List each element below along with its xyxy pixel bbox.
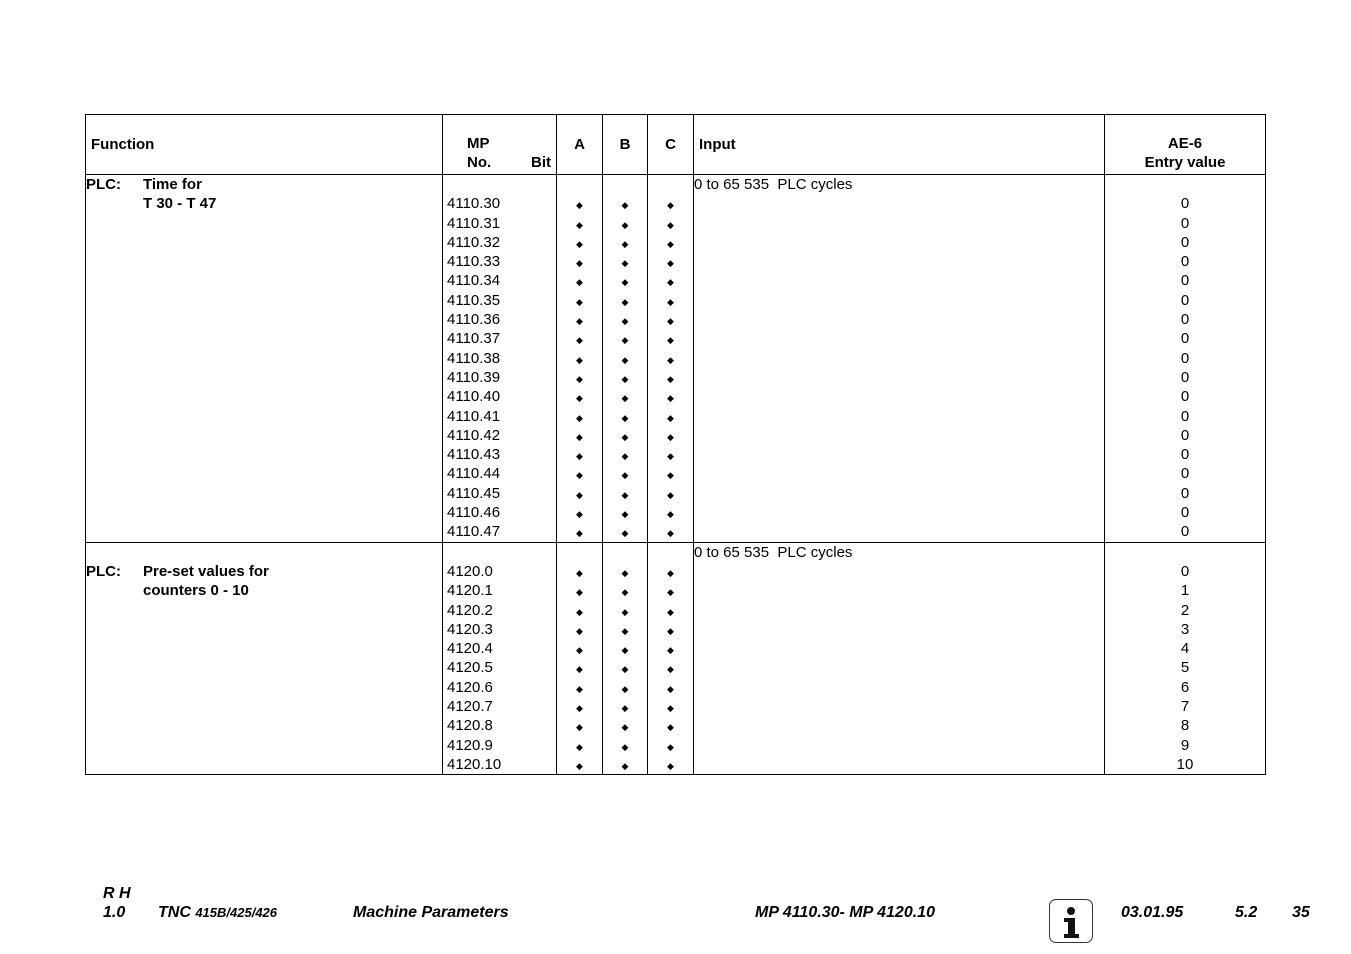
- mp-number: [443, 543, 556, 562]
- diamond-icon: [648, 175, 693, 194]
- entry-value: 8: [1180, 717, 1190, 735]
- mp-number: 4110.47: [447, 523, 501, 541]
- diamond-icon: ◆: [621, 451, 629, 462]
- diamond-icon: ◆: [667, 489, 674, 500]
- diamond-icon: ◆: [576, 258, 583, 269]
- function-line-1: [86, 562, 442, 581]
- footer-product-prefix: TNC: [158, 904, 196, 921]
- diamond-icon: ◆: [621, 393, 629, 404]
- entry-value: 0: [1180, 426, 1190, 444]
- diamond-icon: ◆: [667, 316, 674, 327]
- diamond-icon: ◆: [621, 625, 629, 636]
- diamond-icon: ◆: [621, 587, 629, 598]
- mp-number: 4110.44: [447, 465, 501, 483]
- diamond-icon: ◆: [621, 219, 629, 230]
- diamond-icon: ◆: [576, 470, 583, 481]
- diamond-icon: ◆: [667, 664, 674, 675]
- mp-number: 4120.8: [447, 717, 493, 735]
- diamond-icon: ◆: [576, 625, 583, 636]
- diamond-icon: ◆: [621, 489, 629, 500]
- mp-number: 4120.2: [447, 601, 493, 619]
- diamond-icon: ◆: [667, 703, 674, 714]
- entry-value: [1105, 543, 1265, 562]
- diamond-icon: ◆: [576, 528, 583, 539]
- entry-value: 0: [1180, 195, 1190, 213]
- input-range: 0 to 65 535 PLC cycles: [694, 176, 853, 193]
- entry-value: 0: [1180, 272, 1190, 290]
- mp-number: 4120.0: [447, 562, 493, 580]
- mp-number: 4120.10: [447, 755, 502, 773]
- header-function: Function: [86, 115, 443, 175]
- header-c: C: [648, 115, 694, 175]
- footer-author: R H: [103, 885, 131, 902]
- entry-value: 0: [1180, 388, 1190, 406]
- mp-number: 4120.6: [447, 678, 493, 696]
- diamond-icon: ◆: [576, 664, 583, 675]
- diamond-icon: ◆: [667, 277, 674, 288]
- diamond-icon: ◆: [621, 528, 629, 539]
- info-icon: [1049, 899, 1093, 943]
- input-range: 0 to 65 535 PLC cycles: [694, 543, 853, 561]
- mp-number: 4120.3: [447, 620, 493, 638]
- diamond-icon: ◆: [621, 645, 629, 656]
- diamond-icon: ◆: [621, 296, 629, 307]
- mp-number: 4110.39: [447, 368, 501, 386]
- mp-number: 4110.34: [447, 272, 501, 290]
- header-input: Input: [694, 115, 1105, 175]
- table-header-row: [86, 115, 1266, 175]
- footer-section: 5.2: [1235, 904, 1258, 921]
- table-row: [86, 542, 1266, 775]
- entry-value: 0: [1180, 233, 1190, 251]
- footer-product-models: 415B/425/426: [195, 905, 278, 920]
- diamond-icon: ◆: [576, 645, 583, 656]
- diamond-icon: [603, 543, 647, 562]
- diamond-icon: ◆: [667, 528, 674, 539]
- diamond-icon: ◆: [576, 277, 583, 288]
- diamond-icon: ◆: [621, 431, 629, 442]
- column-b-cell: [603, 542, 648, 775]
- diamond-icon: ◆: [576, 683, 583, 694]
- entry-value: 0: [1180, 484, 1190, 502]
- diamond-icon: ◆: [576, 567, 583, 578]
- function-line-2: T 30 - T 47: [143, 195, 217, 213]
- diamond-icon: ◆: [576, 722, 583, 733]
- mp-number: 4110.35: [447, 291, 501, 309]
- entry-value: [1105, 175, 1265, 194]
- function-line-2: counters 0 - 10: [143, 582, 249, 600]
- diamond-icon: ◆: [576, 219, 583, 230]
- diamond-icon: ◆: [576, 335, 583, 346]
- diamond-icon: ◆: [667, 335, 674, 346]
- header-entry-value-label: Entry value: [1144, 154, 1226, 171]
- diamond-icon: ◆: [576, 316, 583, 327]
- input-cell: [694, 175, 1105, 543]
- entry-value: 4: [1180, 640, 1190, 658]
- header-mp: [443, 115, 557, 175]
- entry-value: 0: [1180, 214, 1190, 232]
- parameter-group: [86, 175, 1266, 543]
- diamond-icon: [603, 175, 647, 194]
- diamond-icon: [557, 175, 602, 194]
- diamond-icon: ◆: [621, 258, 629, 269]
- mp-number: 4110.42: [447, 426, 501, 444]
- entry-value: 9: [1180, 736, 1190, 754]
- header-entry-value: [1105, 115, 1266, 175]
- diamond-icon: ◆: [576, 741, 583, 752]
- mp-number: 4110.31: [447, 214, 501, 232]
- column-b-cell: [603, 175, 648, 543]
- diamond-icon: ◆: [667, 645, 674, 656]
- machine-parameter-table: [85, 114, 1266, 775]
- diamond-icon: ◆: [621, 567, 629, 578]
- function-prefix: PLC:: [86, 176, 121, 193]
- diamond-icon: ◆: [667, 509, 674, 520]
- mp-number: 4110.37: [447, 330, 501, 348]
- diamond-icon: ◆: [667, 451, 674, 462]
- entry-value: 0: [1180, 349, 1190, 367]
- diamond-icon: ◆: [576, 393, 583, 404]
- diamond-icon: ◆: [621, 335, 629, 346]
- entry-value: 0: [1180, 311, 1190, 329]
- diamond-icon: ◆: [576, 431, 583, 442]
- diamond-icon: ◆: [667, 470, 674, 481]
- entry-value: 0: [1180, 504, 1190, 522]
- entry-value: 7: [1180, 698, 1190, 716]
- footer-page-number: 35: [1292, 904, 1310, 921]
- diamond-icon: ◆: [667, 354, 674, 365]
- mp-number: 4110.33: [447, 253, 501, 271]
- mp-number: 4110.43: [447, 446, 501, 464]
- diamond-icon: ◆: [667, 606, 674, 617]
- column-c-cell: [648, 542, 694, 775]
- diamond-icon: ◆: [576, 412, 583, 423]
- mp-number: 4110.41: [447, 407, 501, 425]
- entry-value: 1: [1180, 582, 1190, 600]
- entry-value: 5: [1180, 659, 1190, 677]
- mp-number: 4110.36: [447, 311, 501, 329]
- diamond-icon: ◆: [621, 277, 629, 288]
- diamond-icon: ◆: [621, 664, 629, 675]
- entry-value: 0: [1180, 523, 1190, 541]
- column-c-cell: [648, 175, 694, 543]
- header-b: B: [603, 115, 648, 175]
- diamond-icon: ◆: [576, 587, 583, 598]
- diamond-icon: ◆: [576, 296, 583, 307]
- header-a: A: [557, 115, 603, 175]
- diamond-icon: ◆: [621, 606, 629, 617]
- input-cell: [694, 542, 1105, 775]
- mp-number: 4120.9: [447, 736, 493, 754]
- mp-number: 4110.45: [447, 484, 501, 502]
- footer-range: MP 4110.30- MP 4120.10: [755, 904, 935, 921]
- diamond-icon: ◆: [621, 683, 629, 694]
- entry-value: 3: [1180, 620, 1190, 638]
- diamond-icon: ◆: [576, 451, 583, 462]
- column-a-cell: [557, 542, 603, 775]
- entry-value-cell: [1105, 542, 1266, 775]
- diamond-icon: ◆: [621, 200, 629, 211]
- diamond-icon: ◆: [667, 625, 674, 636]
- entry-value: 0: [1180, 368, 1190, 386]
- diamond-icon: ◆: [667, 567, 674, 578]
- mp-number: 4120.5: [447, 659, 493, 677]
- entry-value-cell: [1105, 175, 1266, 543]
- diamond-icon: ◆: [667, 412, 674, 423]
- diamond-icon: ◆: [621, 412, 629, 423]
- mp-number: 4110.30: [447, 195, 501, 213]
- diamond-icon: ◆: [621, 470, 629, 481]
- entry-value: 0: [1180, 330, 1190, 348]
- mp-number: 4120.7: [447, 698, 493, 716]
- diamond-icon: ◆: [667, 760, 674, 771]
- mp-number: 4120.1: [447, 582, 493, 600]
- diamond-icon: ◆: [667, 238, 674, 249]
- diamond-icon: ◆: [667, 258, 674, 269]
- column-a-cell: [557, 175, 603, 543]
- diamond-icon: ◆: [621, 238, 629, 249]
- diamond-icon: ◆: [576, 509, 583, 520]
- mp-number-cell: [443, 175, 557, 543]
- diamond-icon: ◆: [667, 393, 674, 404]
- diamond-icon: ◆: [667, 741, 674, 752]
- diamond-icon: ◆: [576, 238, 583, 249]
- mp-number: 4120.4: [447, 640, 493, 658]
- diamond-icon: ◆: [576, 703, 583, 714]
- diamond-icon: ◆: [621, 509, 629, 520]
- mp-number-cell: [443, 542, 557, 775]
- mp-number: 4110.38: [447, 349, 501, 367]
- header-mp-bit: Bit: [531, 154, 551, 171]
- entry-value: 0: [1180, 562, 1190, 580]
- diamond-icon: ◆: [667, 373, 674, 384]
- function-name: Pre-set values for: [143, 562, 269, 580]
- diamond-icon: ◆: [576, 200, 583, 211]
- diamond-icon: ◆: [667, 587, 674, 598]
- mp-number: 4110.40: [447, 388, 501, 406]
- diamond-icon: ◆: [667, 200, 674, 211]
- header-ae6: AE-6: [1167, 135, 1203, 152]
- parameter-group: [86, 542, 1266, 775]
- diamond-icon: ◆: [621, 760, 629, 771]
- diamond-icon: ◆: [576, 354, 583, 365]
- mp-number: 4110.46: [447, 504, 501, 522]
- header-mp-label: MP: [467, 135, 490, 152]
- header-mp-no: No.: [467, 154, 492, 171]
- function-cell: [86, 542, 443, 775]
- entry-value: 10: [1176, 755, 1194, 773]
- diamond-icon: ◆: [621, 703, 629, 714]
- diamond-icon: ◆: [621, 722, 629, 733]
- entry-value: 2: [1180, 601, 1190, 619]
- footer-title: Machine Parameters: [353, 904, 509, 921]
- diamond-icon: ◆: [667, 219, 674, 230]
- footer-product: [158, 904, 277, 922]
- diamond-icon: ◆: [576, 489, 583, 500]
- entry-value: 0: [1180, 446, 1190, 464]
- entry-value: 0: [1180, 291, 1190, 309]
- entry-value: 0: [1180, 253, 1190, 271]
- entry-value: 0: [1180, 407, 1190, 425]
- mp-number: 4110.32: [447, 233, 501, 251]
- diamond-icon: ◆: [667, 722, 674, 733]
- diamond-icon: ◆: [621, 741, 629, 752]
- diamond-icon: ◆: [667, 431, 674, 442]
- diamond-icon: ◆: [576, 760, 583, 771]
- diamond-icon: ◆: [667, 296, 674, 307]
- footer-date: 03.01.95: [1121, 904, 1184, 921]
- diamond-icon: ◆: [621, 354, 629, 365]
- diamond-icon: [557, 543, 602, 562]
- mp-number: [443, 175, 556, 194]
- diamond-icon: ◆: [667, 683, 674, 694]
- diamond-icon: ◆: [576, 606, 583, 617]
- diamond-icon: ◆: [621, 373, 629, 384]
- function-name: Time for: [143, 176, 202, 193]
- entry-value: 0: [1180, 465, 1190, 483]
- entry-value: 6: [1180, 678, 1190, 696]
- diamond-icon: ◆: [576, 373, 583, 384]
- function-prefix: PLC:: [86, 562, 121, 580]
- footer-version: 1.0: [103, 904, 126, 921]
- function-cell: [86, 175, 443, 543]
- diamond-icon: [648, 543, 693, 562]
- table-row: [86, 175, 1266, 543]
- diamond-icon: ◆: [621, 316, 629, 327]
- function-line-1: [86, 175, 442, 194]
